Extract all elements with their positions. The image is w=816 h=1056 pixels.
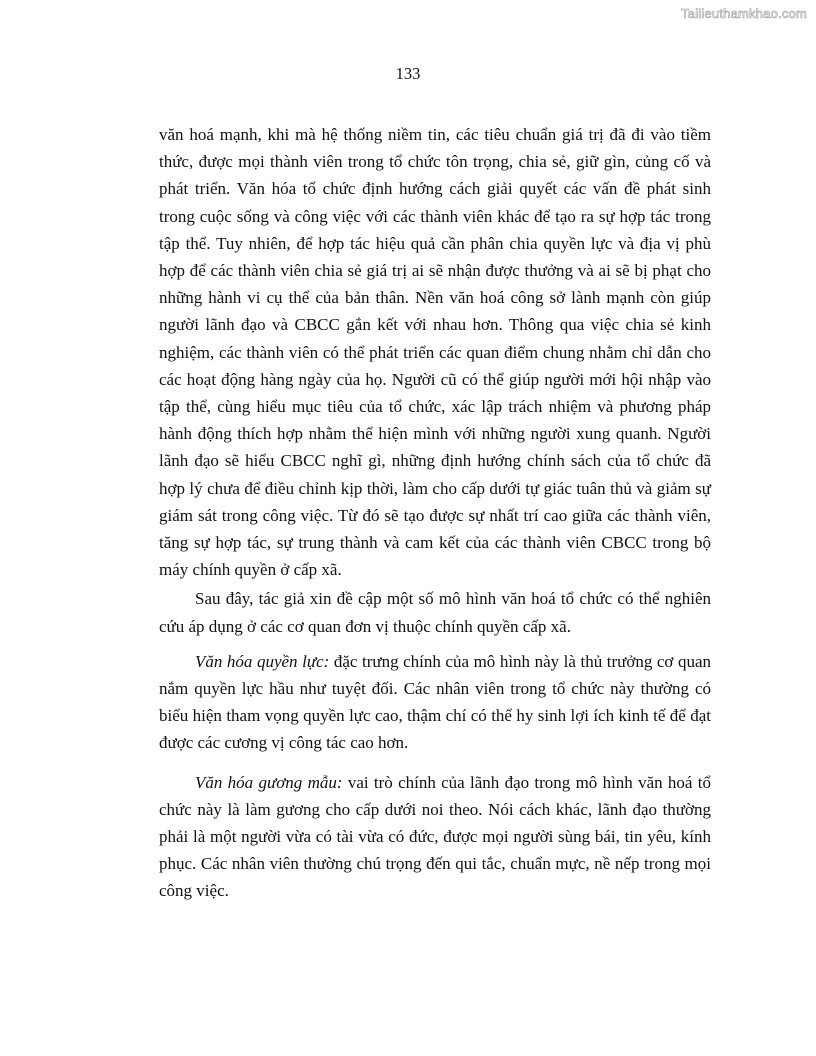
definition-role-model-culture: vai trò chính của lãnh đạo trong mô hình văn hoá tổ chức này là làm gương cho cấp dưới noi theo. Nói cách khác, lãnh đạo thường phải là một người vừa có tài vừa có đức, được mọi người sùng bái, tin yêu, kính phục. Các nhân viên thường chú trọng đến qui tắc, chuẩn mực, nề nếp trong mọi công việc. (159, 772, 711, 901)
paragraph-power-culture (159, 648, 711, 757)
body-text (159, 121, 711, 905)
paragraph-introduction: Sau đây, tác giả xin đề cập một số mô hình văn hoá tổ chức có thể nghiên cứu áp dụng ở các cơ quan đơn vị thuộc chính quyền cấp xã. (159, 589, 711, 636)
term-role-model-culture: Văn hóa gương mẫu: (195, 772, 343, 792)
page-number: 133 (395, 64, 421, 83)
paragraph-role-model-culture (159, 769, 711, 905)
watermark-text: Tailieuthamkhao.com (681, 6, 807, 21)
term-power-culture: Văn hóa quyền lực: (195, 651, 330, 671)
definition-power-culture: đặc trưng chính của mô hình này là thủ trưởng cơ quan nắm quyền lực hầu như tuyệt đối. Các nhân viên trong tổ chức này thường có biểu hiện tham vọng quyền lực cao, thậm chí có thể hy sinh lợi ích kinh tế để đạt được các cương vị công tác cao hơn. (159, 651, 712, 753)
paragraph-continuation: văn hoá mạnh, khi mà hệ thống niềm tin, các tiêu chuẩn giá trị đã đi vào tiềm thức, được mọi thành viên trong tổ chức tôn trọng, chia sẻ, giữ gìn, củng cố và phát triển. Văn hóa tổ chức định hướng cách giải quyết các vấn đề phát sinh trong cuộc sống và công việc với các thành viên khác để tạo ra sự hợp tác trong tập thể. Tuy nhiên, để hợp tác hiệu quả cần phân chia quyền lực và địa vị phù hợp để các thành viên chia sẻ giá trị ai sẽ nhận được thưởng và ai sẽ bị phạt cho những hành vi cụ thể của bản thân. Nền văn hoá công sở lành mạnh còn giúp người lãnh đạo và CBCC gắn kết với nhau hơn. Thông qua việc chia sẻ kinh nghiệm, các thành viên có thể phát triển các quan điểm chung nhằm chỉ dẫn cho các hoạt động hàng ngày của họ. Người cũ có thể giúp người mới hội nhập vào tập thể, cùng hiểu mục tiêu của tổ chức, xác lập trách nhiệm và phương pháp hành động thích hợp nhằm thể hiện mình với những người xung quanh. Người lãnh đạo sẽ hiểu CBCC nghĩ gì, những định hướng chính sách của tổ chức đã hợp lý chưa để điều chỉnh kịp thời, làm cho cấp dưới tự giác tuân thủ và giảm sự giám sát trong công việc. Từ đó sẽ tạo được sự nhất trí cao giữa các thành viên, tăng sự hợp tác, sự trung thành và cam kết của các thành viên CBCC trong bộ máy chính quyền ở cấp xã. (159, 125, 711, 580)
